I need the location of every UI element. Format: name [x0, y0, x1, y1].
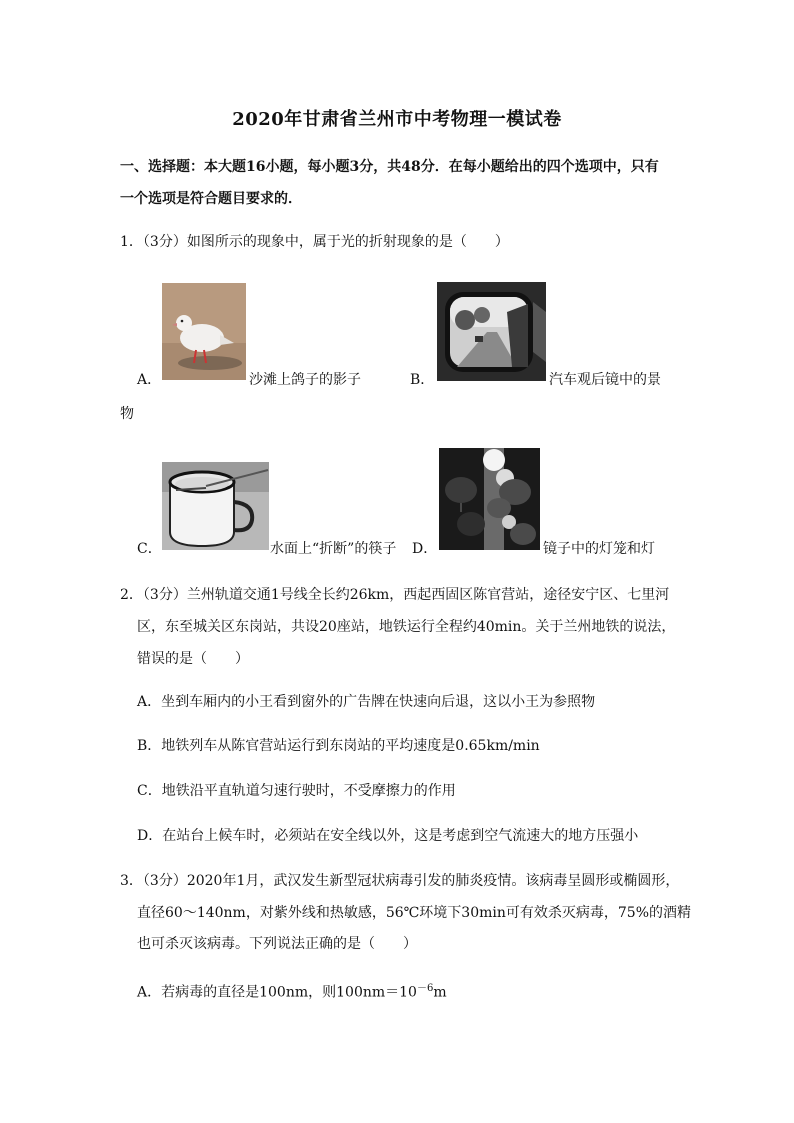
car-mirror-image [437, 282, 546, 381]
q2-option-d: D．在站台上候车时，必须站在安全线以外，这是考虑到空气流速大的地方压强小 [137, 828, 639, 844]
q1-option-d-text: 镜子中的灯笼和灯 [543, 541, 655, 557]
q3-option-a [137, 979, 447, 1003]
q3-option-a-exponent: －6 [416, 983, 434, 994]
chopstick-mug-image [162, 462, 269, 550]
section-heading-line-2: 一个选项是符合题目要求的． [120, 191, 302, 207]
question-3-line-2: 直径60～140nm，对紫外线和热敏感，56℃环境下30min可有效杀灭病毒，75%的酒精 [137, 905, 692, 921]
section-heading-line-1: 一、选择题：本大题16小题，每小题3分，共48分．在每小题给出的四个选项中，只有 [120, 159, 659, 175]
q1-option-a-letter: A． [137, 372, 162, 388]
q1-option-b-letter: B． [410, 372, 435, 388]
lanterns-mirror-image [439, 448, 540, 550]
q1-option-c-text: 水面上“折断”的筷子 [270, 541, 397, 557]
q1-option-d-letter: D． [412, 541, 438, 557]
q2-option-a: A．坐到车厢内的小王看到窗外的广告牌在快速向后退，这以小王为参照物 [137, 694, 596, 710]
q1-option-b-text: 汽车观后镜中的景 [549, 372, 661, 388]
q1-option-b-text-continued: 物 [120, 406, 134, 422]
question-3-line-1: 3．（3分）2020年1月，武汉发生新型冠状病毒引发的肺炎疫情。该病毒呈圆形或椭圆形， [120, 873, 680, 889]
q3-option-a-text: A．若病毒的直径是100nm，则100nm＝10 [137, 984, 417, 1001]
question-2-line-3: 错误的是（ ） [137, 651, 249, 667]
pigeon-shadow-image [162, 283, 246, 380]
q2-option-b: B．地铁列车从陈官营站运行到东岗站的平均速度是0.65km/min [137, 738, 540, 754]
q1-option-c-letter: C． [137, 541, 162, 557]
question-2-line-2: 区，东至城关区东岗站，共设20座站，地铁运行全程约40min。关于兰州地铁的说法， [137, 619, 676, 635]
question-2-line-1: 2．（3分）兰州轨道交通1号线全长约26km，西起西固区陈官营站，途径安宁区、七里河 [120, 587, 670, 603]
question-1-stem: 1．（3分）如图所示的现象中，属于光的折射现象的是（ ） [120, 234, 509, 250]
q1-option-a-text: 沙滩上鸽子的影子 [249, 372, 361, 388]
question-3-line-3: 也可杀灭该病毒。下列说法正确的是（ ） [137, 936, 417, 952]
q3-option-a-unit: m [433, 984, 447, 1001]
q2-option-c: C．地铁沿平直轨道匀速行驶时，不受摩擦力的作用 [137, 783, 456, 799]
page-title: 2020年甘肃省兰州市中考物理一模试卷 [232, 109, 562, 130]
